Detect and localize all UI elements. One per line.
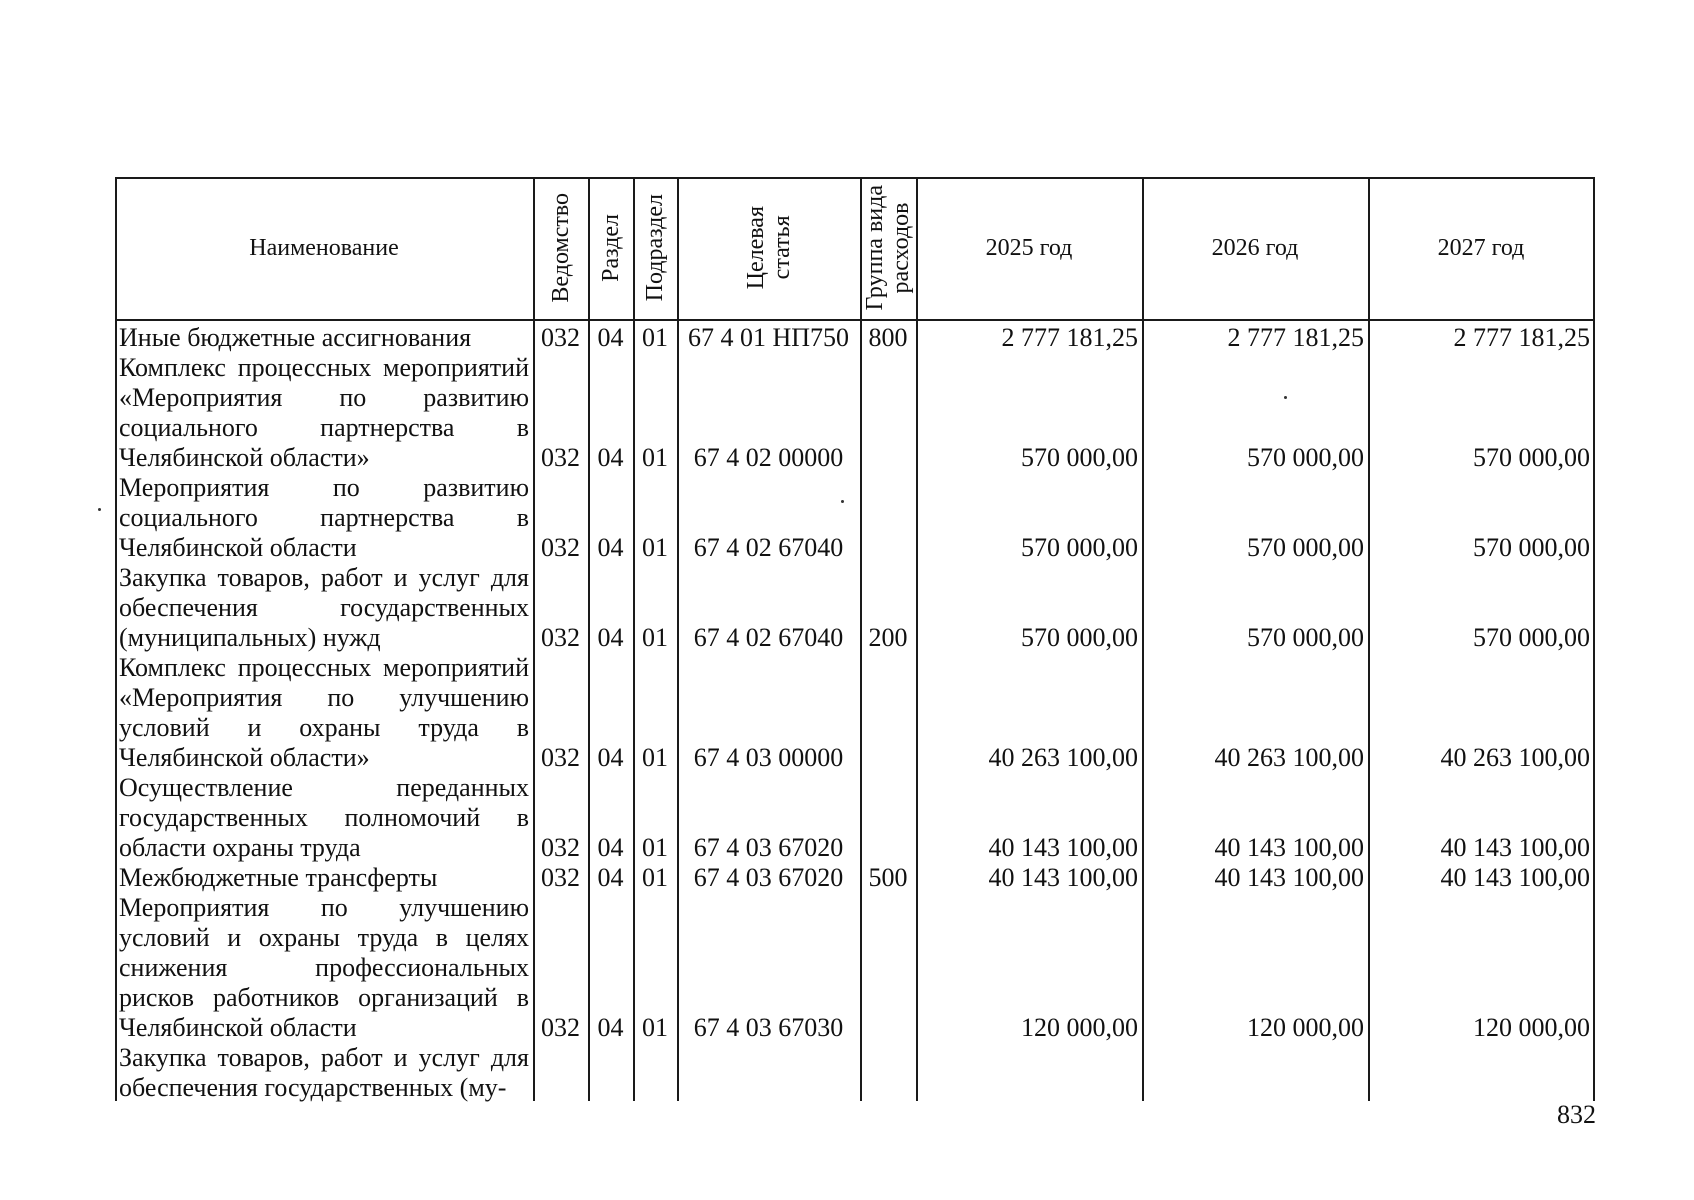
page-number: 832: [1557, 1100, 1596, 1129]
cell-department: 032: [541, 743, 580, 772]
cell-department: 032: [541, 863, 580, 892]
cell-target: 67 4 02 67040: [693, 623, 844, 652]
cell-target: 67 4 03 00000: [693, 743, 844, 772]
cell-2026: 570 000,00: [1247, 623, 1364, 652]
header-section-label: Раздел: [597, 214, 624, 282]
header-2026: [1142, 177, 1368, 319]
cell-2026: 40 143 100,00: [1214, 863, 1364, 892]
header-name: [115, 177, 533, 319]
cell-subsection: 01: [642, 833, 668, 862]
cell-2027: 570 000,00: [1473, 443, 1590, 472]
cell-subsection: 01: [642, 863, 668, 892]
row-name: Закупка товаров, работ и услуг для обеспечения государственных (му-: [119, 1043, 529, 1102]
cell-subsection: 01: [642, 1013, 668, 1042]
cell-2027: 2 777 181,25: [1453, 323, 1590, 352]
cell-target: 67 4 03 67020: [693, 863, 844, 892]
cell-2025: 40 143 100,00: [988, 863, 1138, 892]
cell-2027: 40 263 100,00: [1440, 743, 1590, 772]
cell-section: 04: [597, 743, 624, 772]
cell-2026: 40 143 100,00: [1214, 833, 1364, 862]
header-2025: [916, 177, 1142, 319]
cell-subsection: 01: [642, 743, 668, 772]
header-group-label: Группа вида расходов: [862, 185, 914, 311]
row-name: Закупка товаров, работ и услуг для обеспечения государственных (муниципальных) нужд: [119, 563, 529, 652]
cell-department: 032: [541, 533, 580, 562]
cell-section: 04: [597, 323, 624, 352]
header-2027: [1368, 177, 1594, 319]
cell-2027: 40 143 100,00: [1440, 833, 1590, 862]
budget-table: [115, 177, 1595, 1101]
cell-2025: 40 263 100,00: [988, 743, 1138, 772]
row-name: Мероприятия по улучшению условий и охраны труда в целях снижения профессиональных рисков работников организаций в Челябинской области: [119, 893, 529, 1042]
cell-section: 04: [597, 623, 624, 652]
cell-department: 032: [541, 443, 580, 472]
cell-section: 04: [597, 833, 624, 862]
cell-2025: 570 000,00: [1021, 623, 1138, 652]
cell-2027: 570 000,00: [1473, 623, 1590, 652]
scan-speck: [841, 500, 844, 503]
cell-2027: 570 000,00: [1473, 533, 1590, 562]
cell-section: 04: [597, 533, 624, 562]
header-target-label: Целевая статья: [742, 206, 795, 290]
header-group: [860, 177, 916, 319]
header-department-label: Ведомство: [547, 193, 574, 303]
cell-target: 67 4 01 НП750: [687, 323, 850, 352]
header-2027-label: 2027 год: [1437, 234, 1525, 261]
row-name: Мероприятия по развитию социального партнерства в Челябинской области: [119, 473, 529, 562]
cell-section: 04: [597, 863, 624, 892]
cell-2025: 40 143 100,00: [988, 833, 1138, 862]
cell-2026: 120 000,00: [1247, 1013, 1364, 1042]
header-section: [588, 177, 633, 319]
cell-section: 04: [597, 443, 624, 472]
header-department: [533, 177, 588, 319]
cell-target: 67 4 03 67020: [693, 833, 844, 862]
cell-department: 032: [541, 623, 580, 652]
cell-subsection: 01: [642, 443, 668, 472]
cell-2027: 40 143 100,00: [1440, 863, 1590, 892]
cell-section: 04: [597, 1013, 624, 1042]
header-bottom-border: [115, 319, 1595, 321]
cell-subsection: 01: [642, 533, 668, 562]
cell-subsection: 01: [642, 323, 668, 352]
header-2026-label: 2026 год: [1211, 234, 1299, 261]
cell-2025: 2 777 181,25: [1001, 323, 1138, 352]
row-name: Иные бюджетные ассигнования: [119, 323, 472, 352]
cell-2026: 570 000,00: [1247, 443, 1364, 472]
cell-2025: 570 000,00: [1021, 533, 1138, 562]
cell-group: 200: [868, 623, 908, 652]
cell-2026: 570 000,00: [1247, 533, 1364, 562]
header-subsection-label: Подраздел: [642, 194, 668, 302]
cell-department: 032: [541, 833, 580, 862]
row-name: Межбюджетные трансферты: [119, 863, 438, 892]
header-target: [677, 177, 860, 319]
cell-2025: 570 000,00: [1021, 443, 1138, 472]
header-subsection: [633, 177, 677, 319]
cell-subsection: 01: [642, 623, 668, 652]
cell-department: 032: [541, 1013, 580, 1042]
header-2025-label: 2025 год: [985, 234, 1073, 261]
row-name: Комплекс процессных мероприятий «Мероприятия по улучшению условий и охраны труда в Челябинской области»: [119, 653, 529, 772]
scan-speck: [98, 508, 101, 511]
row-name: Осуществление переданных государственных полномочий в области охраны труда: [119, 773, 529, 862]
cell-2027: 120 000,00: [1473, 1013, 1590, 1042]
scan-speck: [1284, 396, 1287, 399]
cell-2026: 2 777 181,25: [1227, 323, 1364, 352]
row-name: Комплекс процессных мероприятий «Мероприятия по развитию социального партнерства в Челябинской области»: [119, 353, 529, 472]
cell-target: 67 4 03 67030: [693, 1013, 844, 1042]
cell-2026: 40 263 100,00: [1214, 743, 1364, 772]
cell-group: 500: [868, 863, 908, 892]
cell-group: 800: [868, 323, 908, 352]
cell-target: 67 4 02 00000: [693, 443, 844, 472]
header-name-label: Наименование: [249, 234, 399, 261]
cell-target: 67 4 02 67040: [693, 533, 844, 562]
cell-department: 032: [541, 323, 580, 352]
cell-2025: 120 000,00: [1021, 1013, 1138, 1042]
